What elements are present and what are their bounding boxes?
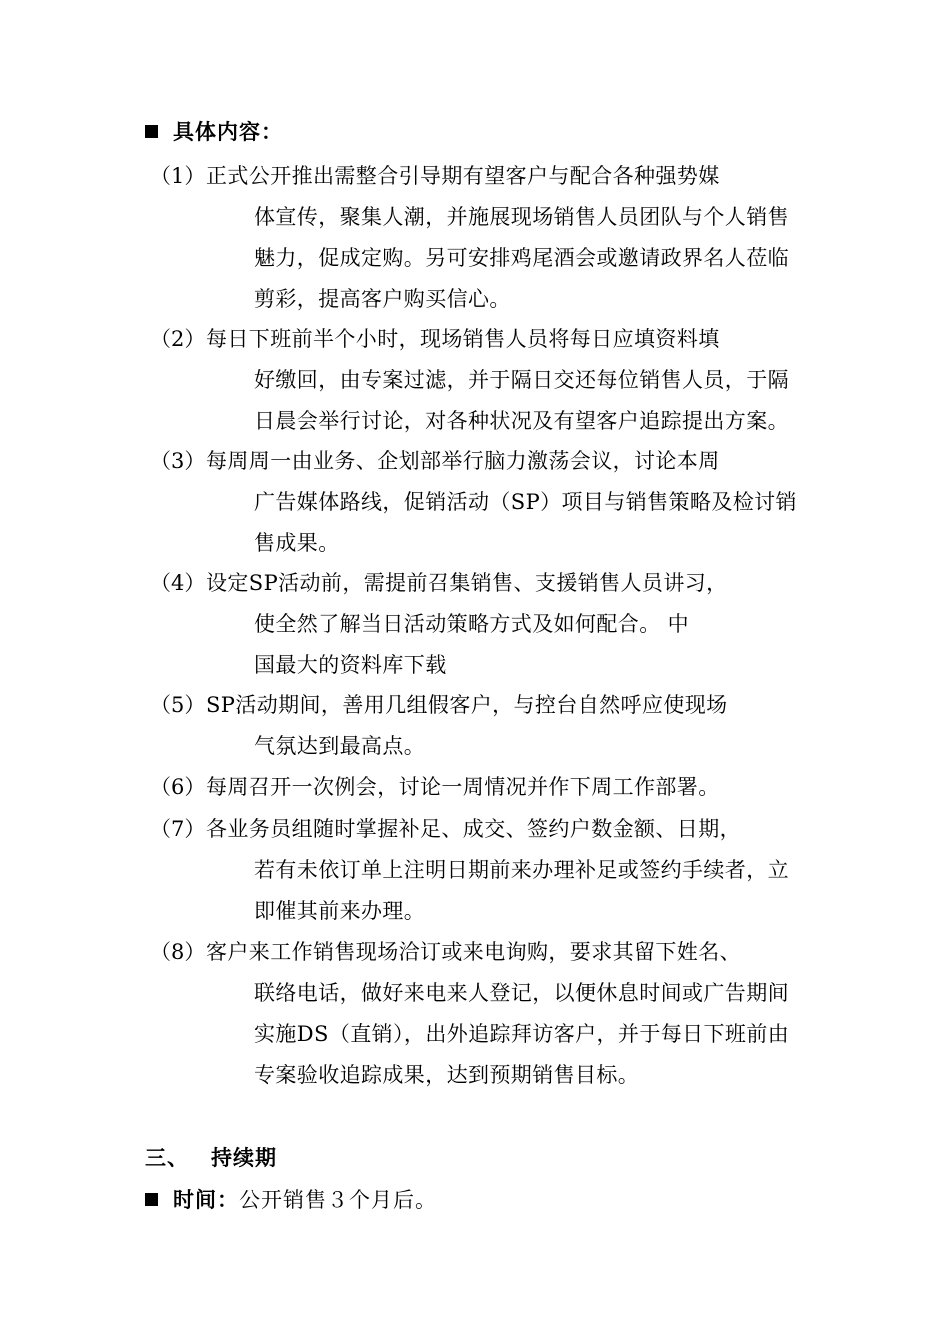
item-number: （6） <box>150 775 206 799</box>
section-three-title: 持续期 <box>211 1145 277 1170</box>
item-line: 好缴回，由专案过滤，并于隔日交还每位销售人员，于隔 <box>254 368 789 392</box>
item-line: 国最大的资料库下载 <box>254 653 447 677</box>
item-number: （4） <box>150 571 206 595</box>
item-line: 每周周一由业务、企划部举行脑力激荡会议，讨论本周 <box>206 449 720 473</box>
section-three-number: 三、 <box>145 1145 189 1170</box>
time-value: 公开销售３个月后。 <box>239 1188 437 1212</box>
item-line: 设定SP活动前，需提前召集销售、支援销售人员讲习， <box>206 571 728 595</box>
item-line: 实施DS（直销），出外追踪拜访客户，并于每日下班前由 <box>254 1022 790 1046</box>
item-line: 各业务员组随时掌握补足、成交、签约户数金额、日期， <box>206 817 741 841</box>
item-line: 日晨会举行讨论，对各种状况及有望客户追踪提出方案。 <box>254 409 789 433</box>
item-line: 每日下班前半个小时，现场销售人员将每日应填资料填 <box>206 327 720 351</box>
section-three-heading <box>145 1142 277 1172</box>
item-line: 即催其前来办理。 <box>254 899 426 923</box>
item-line: 若有未依订单上注明日期前来办理补足或签约手续者，立 <box>254 858 789 882</box>
item-line: 使全然了解当日活动策略方式及如何配合。 中 <box>254 612 690 636</box>
item-number: （3） <box>150 449 206 473</box>
time-label: 时间： <box>173 1187 239 1212</box>
item-line: SP活动期间，善用几组假客户，与控台自然呼应使现场 <box>206 693 728 717</box>
item-line: 气氛达到最高点。 <box>254 734 426 758</box>
time-row <box>145 1184 437 1214</box>
content-heading-text: 具体内容： <box>173 119 283 144</box>
item-line: 体宣传，聚集人潮，并施展现场销售人员团队与个人销售 <box>254 205 789 229</box>
item-line: 广告媒体路线，促销活动（SP）项目与销售策略及检讨销 <box>254 490 797 514</box>
content-heading <box>145 116 283 146</box>
item-line: 售成果。 <box>254 531 340 555</box>
item-number: （8） <box>150 940 206 964</box>
item-line: 客户来工作销售现场洽订或来电询购，要求其留下姓名、 <box>206 940 741 964</box>
item-line: 专案验收追踪成果，达到预期销售目标。 <box>254 1063 640 1087</box>
item-line: 魅力，促成定购。另可安排鸡尾酒会或邀请政界名人莅临 <box>254 246 789 270</box>
item-number: （7） <box>150 817 206 841</box>
item-line: 剪彩，提高客户购买信心。 <box>254 287 511 311</box>
item-line: 联络电话，做好来电来人登记，以便休息时间或广告期间 <box>254 981 789 1005</box>
item-number: （1） <box>150 164 206 188</box>
square-bullet-icon <box>145 1193 158 1206</box>
square-bullet-icon <box>145 125 158 138</box>
item-number: （5） <box>150 693 206 717</box>
item-line: 每周召开一次例会，讨论一周情况并作下周工作部署。 <box>206 775 720 799</box>
item-number: （2） <box>150 327 206 351</box>
item-line: 正式公开推出需整合引导期有望客户与配合各种强势媒 <box>206 164 720 188</box>
